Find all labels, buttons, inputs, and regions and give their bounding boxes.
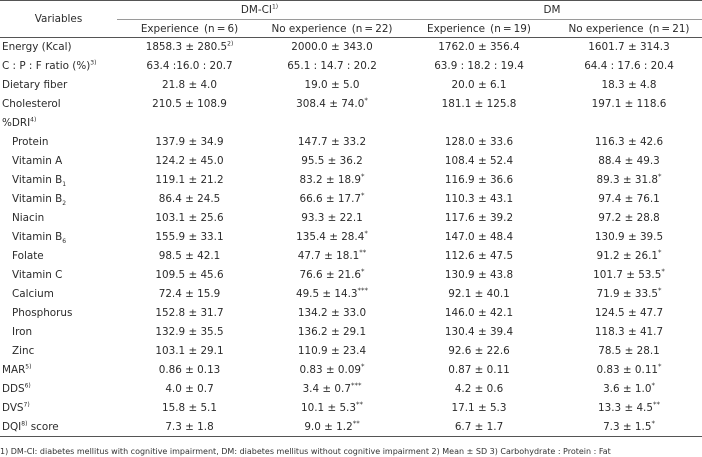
table-row (0, 228, 702, 247)
cell-dm-no-experience: 91.2 ± 26.1* (596, 248, 662, 262)
significance-marker: *** (350, 381, 362, 390)
footnote-marker: 2) (227, 40, 234, 48)
cell-dmci-experience: 210.5 ± 108.9 (152, 98, 227, 110)
cell-dm-experience: 128.0 ± 33.6 (444, 136, 514, 148)
cell-dmci-experience: 124.2 ± 45.0 (155, 155, 224, 167)
cell-dmci-no-experience: 10.1 ± 5.3** (301, 400, 363, 414)
row-label: MAR$^{5)}$ (2, 363, 32, 376)
significance-marker: * (361, 267, 365, 276)
cell-dm-no-experience: 130.9 ± 39.5 (594, 231, 664, 243)
cell-dmci-experience: 132.9 ± 35.5 (155, 326, 224, 338)
cell-dm-no-experience: 118.3 ± 41.7 (594, 326, 664, 338)
cell-dm-no-experience: 3.6 ± 1.0* (603, 381, 655, 395)
row-label: Vitamin $B_6$ (12, 231, 67, 246)
cell-dmci-experience: 155.9 ± 33.1 (155, 231, 224, 243)
footnote-marker: 6) (24, 382, 31, 390)
cell-dmci-experience: 86.4 ± 24.5 (158, 193, 221, 205)
cell-dmci-no-experience: 2000.0 ± 343.0 (291, 41, 373, 54)
cell-dm-experience: 147.0 ± 48.4 (444, 231, 514, 243)
col-header-dmci-no-experience: No experience (n = 22) (262, 20, 402, 38)
significance-marker: * (658, 362, 662, 371)
significance-marker: * (658, 248, 662, 257)
row-label: C : P : F ratio (%)$^{3)}$ (2, 59, 97, 72)
table-row (0, 380, 702, 399)
variables-header: Variables (0, 1, 117, 38)
row-label: DVS$^{7)}$ (2, 401, 30, 414)
cell-dm-no-experience: 97.4 ± 76.1 (598, 193, 660, 205)
cell-dm-experience: 63.9 : 18.2 : 19.4 (434, 60, 524, 72)
table-row (0, 304, 702, 323)
cell-dmci-experience: 72.4 ± 15.9 (158, 288, 221, 300)
cell-dm-no-experience: 88.4 ± 49.3 (598, 155, 660, 167)
cell-dm-no-experience: 71.9 ± 33.5* (596, 286, 662, 300)
footnote-marker: 8) (21, 420, 28, 428)
table-row (0, 190, 702, 209)
table-row (0, 342, 702, 361)
table-row (0, 171, 702, 190)
significance-marker: ** (652, 400, 660, 409)
col-header-dm-no-experience: No experience (n = 21) (556, 20, 702, 38)
group-header-dmci: DM-CI$^{1)}$ (117, 1, 402, 20)
significance-marker: ** (359, 248, 367, 257)
cell-dmci-no-experience: 95.5 ± 36.2 (301, 155, 363, 167)
cell-dm-experience: 108.4 ± 52.4 (444, 155, 514, 167)
significance-marker: ** (352, 419, 360, 428)
row-label: Vitamin A (12, 155, 63, 167)
cell-dm-experience: 92.1 ± 40.1 (448, 288, 510, 300)
cell-dm-experience: 112.6 ± 47.5 (444, 250, 514, 262)
cell-dmci-experience: 7.3 ± 1.8 (117, 418, 262, 437)
cell-dm-no-experience: 101.7 ± 53.5* (593, 267, 665, 281)
table-row (0, 76, 702, 95)
cell-dmci-experience: 0.86 ± 0.13 (158, 364, 221, 376)
cell-dmci-experience: 103.1 ± 25.6 (155, 212, 224, 224)
row-label: Cholesterol (2, 98, 61, 110)
cell-dmci-no-experience: 93.3 ± 22.1 (301, 212, 363, 224)
table-row (0, 57, 702, 76)
cell-dm-experience: 117.6 ± 39.2 (444, 212, 514, 224)
cell-dmci-experience: 119.1 ± 21.2 (155, 174, 224, 186)
cell-dm-no-experience: 124.5 ± 47.7 (594, 307, 664, 319)
cell-dmci-no-experience: 76.6 ± 21.6* (299, 267, 365, 281)
table-body (0, 38, 702, 437)
row-label: Dietary fiber (2, 79, 68, 91)
footnote-marker: 7) (23, 401, 30, 409)
col-header-dmci-experience: Experience (n = 6) (117, 20, 262, 38)
significance-marker: * (661, 267, 665, 276)
cell-dmci-no-experience: 19.0 ± 5.0 (304, 79, 360, 91)
table-row (0, 323, 702, 342)
row-label: Zinc (12, 345, 35, 357)
cell-dmci-no-experience: 65.1 : 14.7 : 20.2 (287, 60, 377, 72)
cell-dmci-no-experience: 134.2 ± 33.0 (297, 307, 367, 319)
table-row (0, 114, 702, 133)
cell-dmci-no-experience: 135.4 ± 28.4* (296, 229, 368, 243)
table-row (0, 133, 702, 152)
significance-marker: * (361, 172, 365, 181)
row-label: Vitamin $B_2$ (12, 193, 67, 208)
significance-marker: * (651, 419, 655, 428)
significance-marker: * (361, 362, 365, 371)
cell-dmci-no-experience (262, 114, 402, 133)
cell-dm-no-experience: 0.83 ± 0.11* (596, 362, 662, 376)
significance-marker: * (658, 172, 662, 181)
footnote-marker: 4) (30, 116, 37, 124)
cell-dm-experience: 20.0 ± 6.1 (451, 79, 507, 91)
cell-dmci-no-experience: 0.83 ± 0.09* (299, 362, 365, 376)
cell-dm-no-experience: 18.3 ± 4.8 (601, 79, 657, 91)
row-label: Calcium (12, 288, 54, 300)
cell-dmci-experience: 137.9 ± 34.9 (155, 136, 224, 148)
table-row (0, 95, 702, 114)
cell-dm-experience: 181.1 ± 125.8 (441, 98, 517, 110)
cell-dmci-no-experience: 66.6 ± 17.7* (299, 191, 365, 205)
table-row (0, 266, 702, 285)
footnote-marker: 5) (25, 363, 32, 371)
row-label: Protein (12, 136, 49, 148)
cell-dm-experience: 130.9 ± 43.8 (444, 269, 514, 281)
row-label: %DRI$^{4)}$ (2, 116, 37, 129)
cell-dmci-no-experience: 147.7 ± 33.2 (297, 136, 367, 148)
cell-dmci-experience: 98.5 ± 42.1 (158, 250, 221, 262)
row-label: Vitamin $B_1$ (12, 174, 67, 189)
significance-marker: * (651, 381, 655, 390)
cell-dm-no-experience: 197.1 ± 118.6 (591, 98, 667, 110)
cell-dmci-experience: 103.1 ± 29.1 (155, 345, 224, 357)
cell-dm-no-experience: 13.3 ± 4.5** (598, 400, 660, 414)
cell-dm-no-experience: 89.3 ± 31.8* (596, 172, 662, 186)
cell-dm-experience: 92.6 ± 22.6 (448, 345, 510, 357)
cell-dm-no-experience: 78.5 ± 28.1 (598, 345, 660, 357)
cell-dmci-experience: $1858.3 \pm 280.5^{2)}$ (145, 40, 234, 54)
table-row (0, 361, 702, 380)
cell-dm-experience: 130.4 ± 39.4 (444, 326, 514, 338)
significance-marker: * (364, 229, 368, 238)
footnote-marker: 1) (271, 3, 279, 11)
significance-marker: * (364, 96, 368, 105)
significance-marker: ** (355, 400, 363, 409)
cell-dmci-no-experience: 83.2 ± 18.9* (299, 172, 365, 186)
table-footnote: 1) DM-CI: diabetes mellitus with cognitive impairment, DM: diabetes mellitus without cognitive impairment 2) Mean ± SD 3) Carbohydrate : Protein : Fat (0, 447, 611, 456)
cell-dm-experience: 116.9 ± 36.6 (444, 174, 514, 186)
significance-marker: *** (357, 286, 369, 295)
cell-dm-no-experience: 7.3 ± 1.5* (556, 418, 702, 437)
cell-dmci-no-experience: 136.2 ± 29.1 (297, 326, 367, 338)
cell-dm-experience: 1762.0 ± 356.4 (438, 41, 520, 54)
col-header-dm-experience: Experience (n = 19) (402, 20, 556, 38)
cell-dmci-experience: 109.5 ± 45.6 (155, 269, 224, 281)
table-row (0, 209, 702, 228)
table-row (0, 152, 702, 171)
cell-dm-no-experience (556, 114, 702, 133)
cell-dmci-experience: 63.4 :16.0 : 20.7 (146, 60, 233, 72)
cell-dmci-experience: 21.8 ± 4.0 (162, 79, 217, 91)
table-row (0, 418, 702, 437)
table-row (0, 38, 702, 57)
row-label: DQI$^{8)}$ score (0, 418, 117, 437)
cell-dmci-no-experience: 9.0 ± 1.2** (262, 418, 402, 437)
row-label: Niacin (12, 212, 45, 224)
cell-dm-experience: 17.1 ± 5.3 (451, 402, 507, 414)
group-header-dm: DM (402, 1, 702, 20)
row-label: Iron (12, 326, 33, 338)
cell-dm-no-experience: 64.4 : 17.6 : 20.4 (584, 60, 674, 72)
cell-dm-no-experience: 116.3 ± 42.6 (594, 136, 664, 148)
cell-dm-experience: 146.0 ± 42.1 (444, 307, 514, 319)
cell-dmci-no-experience: 49.5 ± 14.3*** (295, 286, 369, 300)
cell-dm-experience: 0.87 ± 0.11 (448, 364, 510, 376)
table-row (0, 285, 702, 304)
cell-dm-no-experience: 1601.7 ± 314.3 (588, 41, 670, 54)
row-label: Folate (12, 250, 44, 262)
cell-dm-experience (402, 114, 556, 133)
significance-marker: * (361, 191, 365, 200)
cell-dmci-no-experience: 3.4 ± 0.7*** (302, 381, 362, 395)
row-label: Phosphorus (12, 307, 73, 319)
table-row (0, 247, 702, 266)
cell-dmci-no-experience: 47.7 ± 18.1** (297, 248, 367, 262)
cell-dmci-experience: 152.8 ± 31.7 (155, 307, 224, 319)
significance-marker: * (658, 286, 662, 295)
cell-dm-experience: 6.7 ± 1.7 (402, 418, 556, 437)
table-header (0, 1, 702, 38)
cell-dm-experience: 110.3 ± 43.1 (444, 193, 514, 205)
row-label: Vitamin C (12, 269, 63, 281)
cell-dm-no-experience: 97.2 ± 28.8 (598, 212, 660, 224)
cell-dm-experience: 4.2 ± 0.6 (454, 383, 504, 395)
table-row (0, 399, 702, 418)
cell-dmci-experience: 15.8 ± 5.1 (162, 402, 217, 414)
cell-dmci-experience: 4.0 ± 0.7 (165, 383, 214, 395)
cell-dmci-no-experience: 308.4 ± 74.0* (296, 96, 368, 110)
cell-dmci-no-experience: 110.9 ± 23.4 (297, 345, 367, 357)
cell-dmci-experience (117, 114, 262, 133)
row-label: Energy (Kcal) (2, 41, 72, 54)
footnote-marker: 3) (90, 59, 97, 67)
row-label: DDS$^{6)}$ (2, 382, 31, 395)
